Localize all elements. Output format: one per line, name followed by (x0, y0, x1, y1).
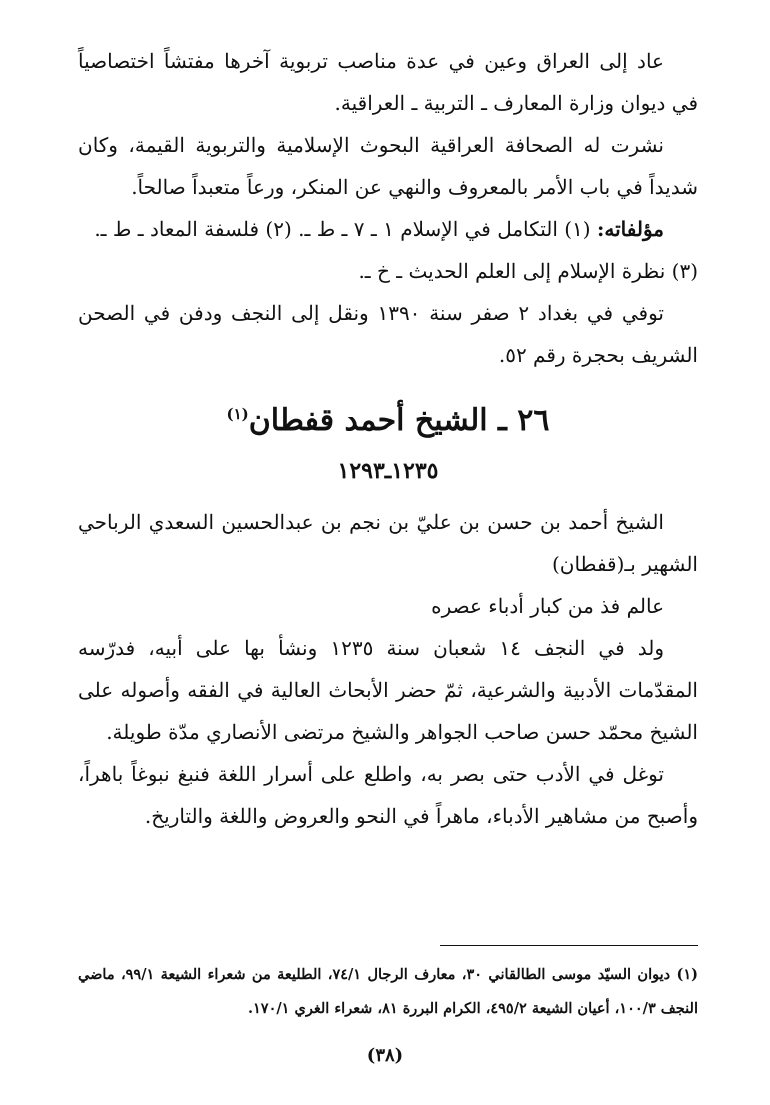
intro-paragraph-publications: نشرت له الصحافة العراقية البحوث الإسلامية والتربوية القيمة، وكان شديداً في باب الأمر بالمعروف والنهي عن المنكر، ورعاً متعبداً صالحاً. (78, 133, 698, 199)
entry-paragraph-name: الشيخ أحمد بن حسن بن عليّ بن نجم بن عبدالحسين السعدي الرباحي الشهير بـ(قفطان) (78, 510, 698, 576)
intro-paragraph-death: توفي في بغداد ٢ صفر سنة ١٣٩٠ ونقل إلى النجف ودفن في الصحن الشريف بحجرة رقم ٥٢. (78, 301, 698, 367)
entry-heading-text: ٢٦ ـ الشيخ أحمد قفطان (248, 403, 550, 438)
footnote-divider (440, 945, 698, 946)
page-body (78, 40, 698, 837)
intro-works (78, 208, 698, 250)
page-number: (٣٨) (366, 1045, 404, 1066)
works-line-1: (١) التكامل في الإسلام ١ ـ ٧ ـ ط ـ. (٢) فلسفة المعاد ـ ط ـ. (94, 217, 597, 241)
intro-works-line-2: (٣) نظرة الإسلام إلى العلم الحديث ـ خ ـ. (358, 259, 698, 283)
footnote-marker: (١) (226, 405, 249, 423)
entry-paragraph-birth: ولد في النجف ١٤ شعبان سنة ١٢٣٥ ونشأ بها على أبيه، فدرّسه المقدّمات الأدبية والشرعية، ثمّ حضر الأبحاث العالية في الفقه وأصوله على الشيخ محمّد حسن صاحب الجواهر والشيخ مرتضى الأنصاري مدّة طويلة. (78, 636, 698, 744)
footnote-1: (١) ديوان السيّد موسى الطالقاني ٣٠، معارف الرجال ٧٤/١، الطليعة من شعراء الشيعة ٩٩/١، ماضي النجف ١٠٠/٣، أعيان الشيعة ٤٩٥/٢، الكرام البررة ٨١، شعراء الغري ١٧٠/١. (78, 966, 698, 1017)
works-label: مؤلفاته: (596, 217, 664, 241)
entry-paragraph-description: عالم فذ من كبار أدباء عصره (431, 594, 664, 618)
footnotes (78, 958, 698, 1026)
entry-paragraph-literature: توغل في الأدب حتى بصر به، واطلع على أسرار اللغة فنبغ نبوغاً باهراً، وأصبح من مشاهير الأدباء، ماهراً في النحو والعروض واللغة والتاريخ. (78, 762, 698, 828)
intro-paragraph-career: عاد إلى العراق وعين في عدة مناصب تربوية آخرها مفتشاً اختصاصياً في ديوان وزارة المعارف ـ التربية ـ العراقية. (78, 49, 698, 115)
entry-heading (78, 392, 698, 443)
entry-years: ١٢٣٥ـ١٢٩٣ (337, 458, 439, 484)
